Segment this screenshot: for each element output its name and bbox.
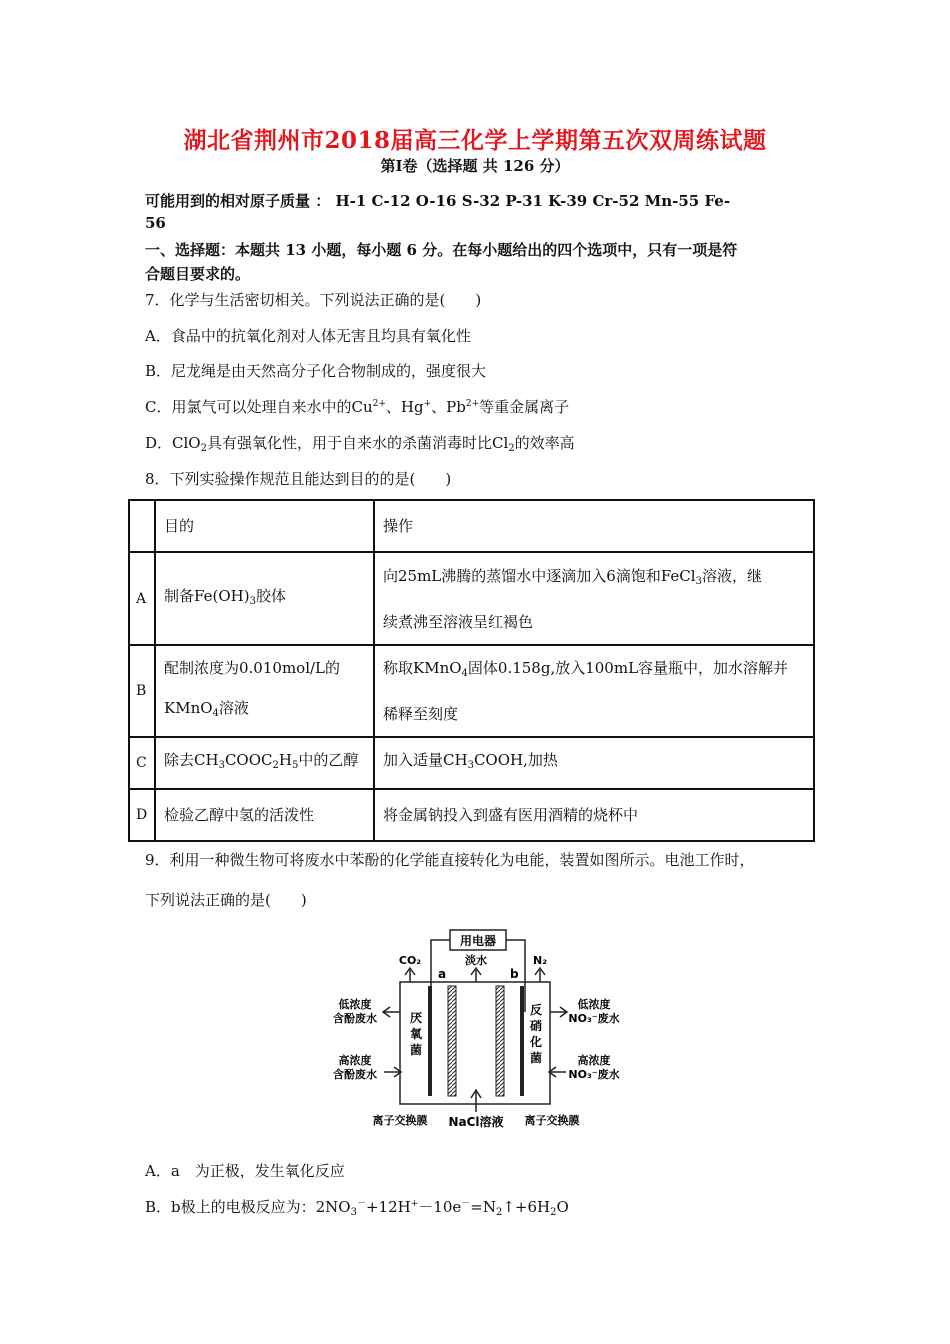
page-title: 湖北省荆州市2018届高三化学上学期第五次双周练试题 <box>183 127 767 154</box>
q8-a-op-text-2: 溶液，继 <box>701 566 762 585</box>
q8-header-blank <box>129 500 155 552</box>
q8-header-aim: 目的 <box>155 500 374 552</box>
q8-row-c-operation <box>374 737 814 789</box>
q7-c-sup-3: 2+ <box>465 399 480 409</box>
q8-c-op-text-1: 加入适量CH <box>383 751 468 769</box>
microbial-fuel-cell-diagram <box>300 922 640 1142</box>
q8-c-aim-sub-3: 5 <box>291 760 299 771</box>
cell-body <box>400 982 550 1104</box>
high-phenol-label-1: 高浓度 <box>338 1054 372 1067</box>
high-nitrate-inflow-arrow <box>549 1067 566 1077</box>
q9-b-text-1: B．b极上的电极反应为：2NO <box>145 1198 351 1216</box>
section-instruction-line-2: 合题目要求的。 <box>145 265 251 283</box>
denitrifier-char-1: 反 <box>529 1003 543 1017</box>
q8-a-aim-sub: 3 <box>249 595 256 607</box>
q8-a-aim-text-1: 制备Fe(OH) <box>164 586 250 605</box>
q8-row-c-aim <box>155 737 374 789</box>
low-phenol-label-1: 低浓度 <box>338 998 372 1011</box>
electrode-b <box>520 986 524 1096</box>
n2-label: N₂ <box>532 954 548 967</box>
ion-exchange-membrane-right <box>496 986 504 1096</box>
q7-option-d <box>145 432 575 454</box>
q7-c-text-3: 、Pb <box>431 398 466 416</box>
q8-row-d-operation: 将金属钠投入到盛有医用酒精的烧杯中 <box>374 789 814 841</box>
nacl-inflow-arrow <box>471 1090 481 1112</box>
q8-c-aim-text-3: H <box>278 751 292 769</box>
q9-b-text-5: ↑+6H <box>502 1198 551 1216</box>
membrane-right-label: 离子交换膜 <box>524 1114 580 1127</box>
q8-row-d <box>129 789 814 841</box>
atomic-mass-line-1: 可能用到的相对原子质量 ： H-1 C-12 O-16 S-32 P-31 K-39 Cr-52 Mn-55 Fe- <box>145 192 731 210</box>
q9-b-text-2: +12H <box>365 1198 411 1216</box>
electrode-a-label: a <box>438 967 447 981</box>
q7-c-text-1: C．用氯气可以处理自来水中的Cu <box>145 398 373 416</box>
high-phenol-inflow-arrow <box>384 1067 401 1077</box>
q8-table-header-row <box>129 500 814 552</box>
q8-c-aim-text-1: 除去CH <box>164 751 219 769</box>
q8-stem: 8．下列实验操作规范且能达到目的的是( ) <box>145 470 452 488</box>
device-label: 用电器 <box>459 934 497 948</box>
q9-b-sup-1: － <box>356 1199 366 1209</box>
high-phenol-label-2: 含酚废水 <box>333 1068 377 1081</box>
q7-d-sub-1: 2 <box>200 443 207 454</box>
q8-a-op-sub: 3 <box>695 575 702 587</box>
q8-row-c <box>129 737 814 789</box>
q8-row-a <box>129 552 814 645</box>
q8-row-a-aim <box>155 552 374 645</box>
q8-b-op-sub: 4 <box>461 668 468 679</box>
q8-row-a-operation <box>374 552 814 645</box>
q9-b-text-6: O <box>556 1198 569 1216</box>
high-nitrate-label-1: 高浓度 <box>577 1054 611 1067</box>
q9-b-sub-3: 2 <box>550 1207 557 1218</box>
q8-header-operation: 操作 <box>374 500 814 552</box>
q8-b-op-text-1: 称取KMnO <box>383 659 462 677</box>
q8-b-op-text-2: 固体0.158g,放入100mL容量瓶中，加水溶解并 <box>467 659 789 677</box>
q9-b-text-3: －10e <box>418 1198 462 1216</box>
denitrifier-char-3: 化 <box>529 1035 543 1049</box>
q7-c-text-4: 等重金属离子 <box>479 398 570 416</box>
q9-b-sup-2: + <box>410 1199 419 1209</box>
q9-option-a: A．a 为正极，发生氧化反应 <box>145 1162 345 1180</box>
q9-b-sup-3: － <box>461 1199 471 1209</box>
q8-c-aim-text-4: 中的乙醇 <box>298 751 359 769</box>
anaerobe-char-2: 氧 <box>409 1027 423 1041</box>
anaerobe-char-3: 菌 <box>409 1043 423 1057</box>
anaerobe-char-1: 厌 <box>409 1011 423 1025</box>
ion-exchange-membrane-left <box>448 986 456 1096</box>
q7-c-sup-1: 2+ <box>372 399 386 409</box>
q9-option-b <box>145 1196 569 1218</box>
q7-option-b: B．尼龙绳是由天然高分子化合物制成的，强度很大 <box>145 362 487 380</box>
q8-b-aim-text-1: 配制浓度为0.010mol/L的 <box>164 659 341 677</box>
co2-label: CO₂ <box>398 954 422 967</box>
q8-c-op-text-2: COOH,加热 <box>473 751 558 769</box>
q7-d-text-2: 具有强氧化性，用于自来水的杀菌消毒时比Cl <box>206 434 509 452</box>
q8-row-d-aim: 检验乙醇中氢的活泼性 <box>155 789 374 841</box>
electrode-b-label: b <box>510 967 519 981</box>
q8-row-a-label: A <box>129 552 155 645</box>
q8-b-aim-sub: 4 <box>212 708 219 719</box>
fresh-water-arrow <box>471 968 481 982</box>
q8-a-aim-text-2: 胶体 <box>255 586 286 605</box>
electrode-a <box>428 986 432 1096</box>
low-nitrate-outflow-arrow <box>550 1007 567 1017</box>
q8-c-aim-sub-1: 3 <box>218 760 225 771</box>
q7-c-text-2: 、Hg <box>385 398 424 416</box>
q8-row-c-label: C <box>129 737 155 789</box>
q8-row-b-operation <box>374 645 814 737</box>
q9-b-sub-2: 2 <box>495 1207 503 1218</box>
q8-a-op-text-1: 向25mL沸腾的蒸馏水中逐滴加入6滴饱和FeCl <box>383 566 696 585</box>
q7-stem: 7．化学与生活密切相关。下列说法正确的是( ) <box>145 291 482 309</box>
q8-c-aim-text-2: COOC <box>224 751 273 769</box>
high-nitrate-label-2: NO₃⁻废水 <box>568 1068 620 1081</box>
low-nitrate-label-1: 低浓度 <box>577 998 611 1011</box>
membrane-left-label: 离子交换膜 <box>372 1114 428 1127</box>
nacl-solution-label: NaCl溶液 <box>448 1115 504 1129</box>
q8-c-op-sub: 3 <box>467 760 474 771</box>
n2-arrow <box>535 968 545 982</box>
q8-a-op-text-3: 续煮沸至溶液呈红褐色 <box>383 612 534 631</box>
fresh-water-label: 淡水 <box>465 954 487 967</box>
section-subtitle: 第Ⅰ卷（选择题 共 126 分） <box>380 157 570 175</box>
atomic-mass-line-2: 56 <box>145 214 166 232</box>
q8-b-op-text-3: 稀释至刻度 <box>383 705 459 723</box>
q8-b-aim-text-2: KMnO <box>164 699 213 717</box>
q8-row-b-label: B <box>129 645 155 737</box>
q7-d-text-3: 的效率高 <box>514 434 575 452</box>
section-instruction-line-1: 一、选择题：本题共 13 小题，每小题 6 分。在每小题给出的四个选项中，只有一项是符 <box>145 241 738 259</box>
low-phenol-label-2: 含酚废水 <box>333 1012 377 1025</box>
q8-row-b <box>129 645 814 737</box>
q9-b-text-4: =N <box>470 1198 496 1216</box>
q8-b-aim-text-3: 溶液 <box>218 699 249 717</box>
q8-row-d-label: D <box>129 789 155 841</box>
denitrifier-char-2: 硝 <box>529 1019 543 1033</box>
q7-c-sup-2: + <box>423 399 432 409</box>
q8-row-b-aim <box>155 645 374 737</box>
q7-d-text-1: D．ClO <box>145 434 201 452</box>
q7-d-sub-2: 2 <box>508 443 515 454</box>
low-nitrate-label-2: NO₃⁻废水 <box>568 1012 620 1025</box>
co2-arrow <box>405 968 415 982</box>
q8-table <box>128 499 815 842</box>
q9-stem-line-1: 9．利用一种微生物可将废水中苯酚的化学能直接转化为电能，装置如图所示。电池工作时， <box>145 851 755 869</box>
q9-b-sub-1: 3 <box>350 1207 357 1218</box>
q8-c-aim-sub-2: 2 <box>272 760 279 771</box>
q7-option-a: A．食品中的抗氧化剂对人体无害且均具有氧化性 <box>145 327 471 345</box>
denitrifier-char-4: 菌 <box>529 1051 543 1065</box>
low-phenol-outflow-arrow <box>383 1007 400 1017</box>
q9-stem-line-2: 下列说法正确的是( ) <box>145 891 307 909</box>
q7-option-c <box>145 396 569 417</box>
